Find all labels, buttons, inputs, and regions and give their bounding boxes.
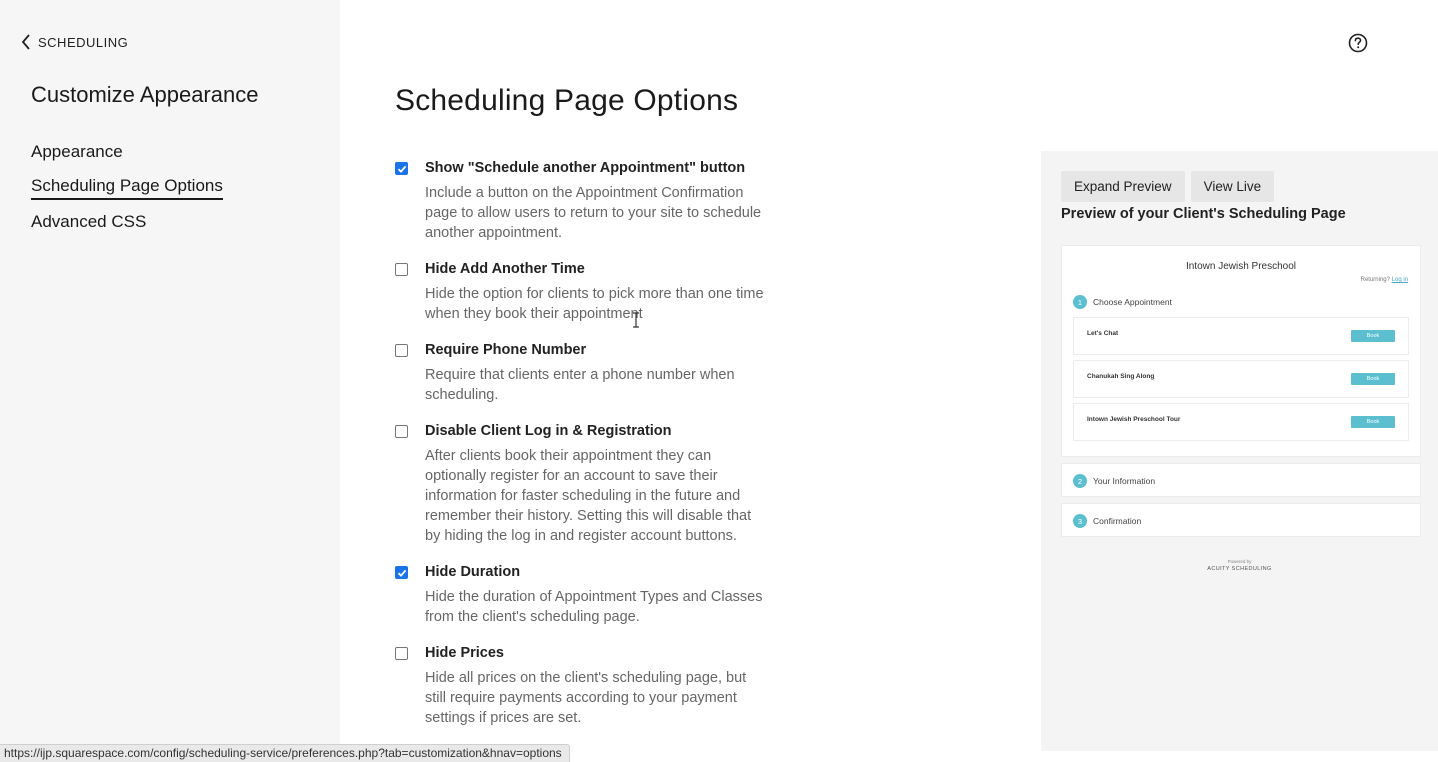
preview-brand-logo: ACUITY SCHEDULING: [1207, 566, 1272, 572]
option-description: After clients book their appointment they can optionally register for an account to save their information for faster scheduling in the future and remember their history. Setting this will disable that by hiding the log in and register account buttons.: [425, 448, 752, 544]
preview-appointment-item: [1073, 403, 1409, 441]
option-hide-add-another-time: [395, 261, 765, 324]
preview-appointment-item: [1073, 360, 1409, 398]
book-button[interactable]: Book: [1351, 330, 1395, 342]
preview-step-3: [1073, 514, 1141, 528]
option-description: Hide all prices on the client's scheduling page, but still require payments according to your payment settings if prices are set.: [425, 670, 747, 726]
preview-panel: [1041, 151, 1438, 751]
checkmark-icon: [397, 164, 407, 174]
preview-scheduling-card: [1061, 245, 1421, 457]
page-title: Scheduling Page Options: [395, 84, 739, 117]
preview-step-3-collapsed: [1061, 503, 1421, 537]
chevron-left-icon: [20, 34, 32, 50]
appointment-name: Chanukah Sing Along: [1087, 373, 1155, 380]
sidebar-title: Customize Appearance: [31, 82, 259, 107]
preview-step-2-collapsed: [1061, 463, 1421, 497]
option-description: Require that clients enter a phone number when scheduling.: [425, 367, 735, 403]
step-number: 3: [1073, 514, 1087, 528]
back-link-label: SCHEDULING: [38, 34, 129, 50]
hide-add-another-time-checkbox[interactable]: [395, 263, 408, 276]
step-number: 1: [1073, 295, 1087, 309]
appointment-name: Let's Chat: [1087, 330, 1119, 337]
option-description: Hide the option for clients to pick more than one time when they book their appointment: [425, 286, 764, 322]
preview-buttons: [1061, 171, 1274, 202]
book-button[interactable]: Book: [1351, 373, 1395, 385]
browser-status-url: https://ijp.squarespace.com/config/scheduling-service/preferences.php?tab=customization&hnav=options: [0, 744, 570, 762]
option-description: Hide the duration of Appointment Types and Classes from the client's scheduling page.: [425, 589, 763, 625]
step-label: Choose Appointment: [1093, 297, 1172, 307]
hide-prices-checkbox[interactable]: [395, 647, 408, 660]
sidebar-nav: [31, 142, 223, 234]
step-label: Your Information: [1093, 476, 1156, 486]
option-hide-prices: [395, 645, 765, 728]
option-label: Disable Client Log in & Registration: [425, 423, 672, 439]
returning-text: Returning?: [1360, 277, 1390, 283]
require-phone-number-checkbox[interactable]: [395, 344, 408, 357]
preview-step-1: [1073, 295, 1172, 309]
expand-preview-button[interactable]: Expand Preview: [1061, 171, 1185, 202]
preview-login-link[interactable]: Log in: [1391, 277, 1408, 283]
option-label: Show "Schedule another Appointment" button: [425, 160, 746, 176]
option-label: Hide Add Another Time: [425, 261, 585, 277]
preview-appointment-item: [1073, 317, 1409, 355]
preview-step-2: [1073, 474, 1155, 488]
sidebar: [0, 0, 340, 762]
appointment-name: Intown Jewish Preschool Tour: [1087, 416, 1181, 423]
help-icon[interactable]: [1348, 33, 1368, 53]
option-show-schedule-another: [395, 160, 765, 243]
option-description: Include a button on the Appointment Confirmation page to allow users to return to your site to schedule another appointment.: [425, 185, 762, 241]
option-label: Hide Prices: [425, 645, 504, 661]
preview-powered-by: Powered by: [1227, 559, 1252, 564]
sidebar-item-appearance[interactable]: Appearance: [31, 142, 123, 161]
option-hide-duration: [395, 564, 765, 627]
step-number: 2: [1073, 474, 1087, 488]
show-schedule-another-checkbox[interactable]: [395, 162, 408, 175]
option-label: Hide Duration: [425, 564, 521, 580]
book-button[interactable]: Book: [1351, 416, 1395, 428]
sidebar-item-scheduling-page-options[interactable]: Scheduling Page Options: [31, 176, 223, 200]
disable-client-login-checkbox[interactable]: [395, 425, 408, 438]
back-to-scheduling-link[interactable]: [20, 34, 128, 50]
option-require-phone-number: [395, 342, 765, 405]
text-cursor-icon: [632, 312, 640, 328]
preview-heading: Preview of your Client's Scheduling Page: [1061, 206, 1346, 222]
preview-returning: [1361, 277, 1408, 283]
checkmark-icon: [397, 568, 407, 578]
options-list: [395, 160, 765, 746]
hide-duration-checkbox[interactable]: [395, 566, 408, 579]
preview-school-name: Intown Jewish Preschool: [1185, 261, 1297, 272]
sidebar-item-advanced-css[interactable]: Advanced CSS: [31, 212, 147, 231]
view-live-button[interactable]: View Live: [1191, 171, 1275, 202]
option-label: Require Phone Number: [425, 342, 587, 358]
step-label: Confirmation: [1093, 516, 1142, 526]
option-disable-client-login: [395, 423, 765, 546]
